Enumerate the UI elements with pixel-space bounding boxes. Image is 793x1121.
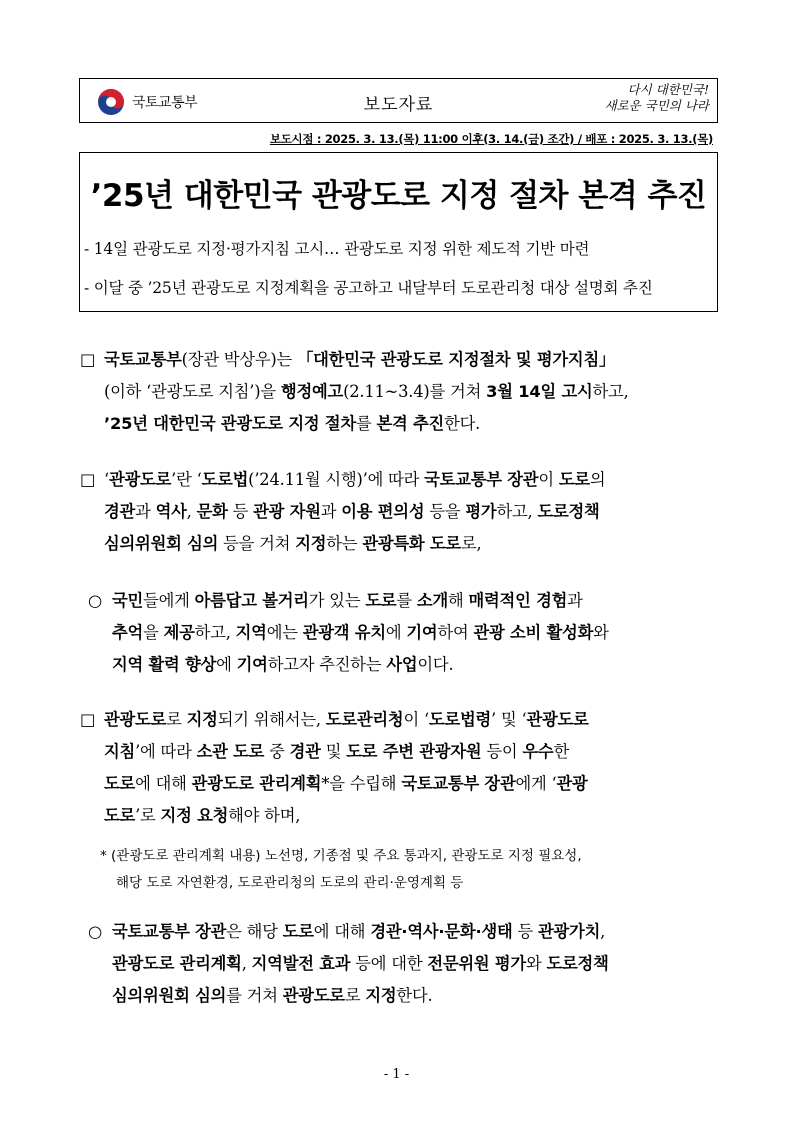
text: 관광도로 xyxy=(282,986,345,1005)
text: 되기 위해서는, xyxy=(217,710,326,729)
text: *을 수립해 xyxy=(321,774,402,793)
text: 하고자 추진하는 xyxy=(267,655,387,674)
paragraph-5 xyxy=(88,916,609,1012)
text: ’25년 대한민국 관광도로 지정 절차 xyxy=(104,414,356,433)
text: 관광특화 도로 xyxy=(362,534,461,553)
text: 에 대해 xyxy=(313,922,371,941)
text: 지역발전 효과 xyxy=(251,954,351,973)
subtitle-2: - 이달 중 ’25년 관광도로 지정계획을 공고하고 내달부터 도로관리청 대상 설명회 추진 xyxy=(84,279,653,297)
text: 행정예고 xyxy=(280,382,344,401)
text: ’란 ‘ xyxy=(171,470,202,489)
text: 본격 추진 xyxy=(376,414,445,433)
text: 지역 xyxy=(235,623,267,642)
footnote-line-1: * (관광도로 관리계획 내용) 노선명, 기종점 및 주요 통과지, 관광도로 지정 필요성, xyxy=(100,848,582,864)
text: 을 xyxy=(143,623,164,642)
text: 국토교통부 장관 xyxy=(424,470,539,489)
text: 경관·역사·문화·생태 xyxy=(370,922,513,941)
text: 이다. xyxy=(417,655,454,674)
text: (이하 ‘관광도로 지침’)을 xyxy=(104,382,281,401)
text: 도로 xyxy=(558,470,590,489)
text: 들에게 xyxy=(143,591,195,610)
bullet-square: □ xyxy=(80,350,96,369)
text: 지정 xyxy=(295,534,327,553)
text: 국민 xyxy=(112,591,144,610)
text: 사업 xyxy=(386,655,418,674)
text: 관광 자원 xyxy=(253,502,321,521)
text: 중 xyxy=(264,742,290,761)
text: 등이 xyxy=(481,742,523,761)
text: 로 xyxy=(344,986,366,1005)
subtitle-1: - 14일 관광도로 지정·평가지침 고시… 관광도로 지정 위한 제도적 기반 마련 xyxy=(84,240,590,258)
text: 관광도로 관리계획 xyxy=(112,954,242,973)
text: 에 대해 xyxy=(135,774,192,793)
text: 이용 편의성 xyxy=(341,502,425,521)
text: 아름답고 볼거리 xyxy=(194,591,309,610)
text: 등 xyxy=(512,922,538,941)
text: 지역 활력 향상 xyxy=(112,655,217,674)
text: 하고, xyxy=(194,623,236,642)
text: 관광도로 xyxy=(104,710,167,729)
text: 평가 xyxy=(465,502,497,521)
text: ’ 및 ‘ xyxy=(491,710,527,729)
text: 국토교통부 xyxy=(104,350,182,369)
text: 한 xyxy=(553,742,569,761)
text: 도로 xyxy=(104,806,136,825)
text: (’24.11월 시행)’에 따라 xyxy=(248,470,425,489)
text: 이 ‘ xyxy=(403,710,429,729)
text: 「대한민국 관광도로 지정절차 및 평가지침」 xyxy=(297,350,616,369)
text: 에 xyxy=(216,655,237,674)
text: 관광도로 xyxy=(108,470,172,489)
text: 도로정책 xyxy=(537,502,600,521)
text: 문화 xyxy=(196,502,228,521)
text: 기여 xyxy=(236,655,268,674)
main-title: ’25년 대한민국 관광도로 지정 절차 본격 추진 xyxy=(90,178,707,214)
text: 에게 ‘ xyxy=(515,774,557,793)
text: 및 xyxy=(320,742,347,761)
text: (2.11~3.4)를 거쳐 xyxy=(343,382,487,401)
text: 하는 xyxy=(326,534,363,553)
text: 를 xyxy=(396,591,417,610)
text: 심의위원회 심의 xyxy=(104,534,219,553)
text: 지정 xyxy=(365,986,397,1005)
text: 경관 xyxy=(289,742,321,761)
text: ’로 xyxy=(135,806,161,825)
text: 지정 요청 xyxy=(160,806,229,825)
text: 에는 xyxy=(266,623,303,642)
paragraph-3 xyxy=(88,585,609,681)
text: 과 xyxy=(567,591,583,610)
text: (장관 박상우)는 xyxy=(181,350,298,369)
text: 지침 xyxy=(104,742,136,761)
slogan-line-1: 다시 대한민국! xyxy=(627,82,709,97)
text: 관광객 유치 xyxy=(302,623,386,642)
text: 이 xyxy=(538,470,559,489)
text: 심의위원회 심의 xyxy=(112,986,227,1005)
text: 로, xyxy=(460,534,482,553)
text: 소관 도로 xyxy=(196,742,265,761)
text: 도로 xyxy=(104,774,136,793)
text: 관광 xyxy=(556,774,588,793)
text: 등 xyxy=(227,502,254,521)
bullet-circle: ○ xyxy=(88,922,103,941)
text: 전문위원 평가 xyxy=(427,954,526,973)
text: 국토교통부 장관 xyxy=(401,774,516,793)
text: 등에 대한 xyxy=(350,954,428,973)
text: 관광 소비 활성화 xyxy=(473,623,594,642)
text: ‘ xyxy=(104,470,109,489)
text: 관광도로 관리계획 xyxy=(191,774,322,793)
ministry-name: 국토교통부 xyxy=(132,95,198,111)
title-box xyxy=(79,152,718,312)
text: 해 xyxy=(447,591,469,610)
text: 에 xyxy=(385,623,407,642)
text: 도로 xyxy=(365,591,397,610)
text: 은 해당 xyxy=(226,922,283,941)
page-number: - 1 - xyxy=(383,1067,410,1082)
text: 경관 xyxy=(104,502,136,521)
text: 와 xyxy=(593,623,609,642)
text: 한다. xyxy=(444,414,481,433)
text: , xyxy=(600,922,606,941)
text: 와 xyxy=(525,954,547,973)
text: , xyxy=(241,954,252,973)
text: 한다. xyxy=(396,986,433,1005)
bullet-circle: ○ xyxy=(88,591,103,610)
text: 도로관리청 xyxy=(325,710,404,729)
text: 해야 하며, xyxy=(228,806,301,825)
bullet-square: □ xyxy=(80,470,96,489)
text: 기여 xyxy=(406,623,438,642)
text: 과 xyxy=(135,502,156,521)
text: 도로 주변 관광자원 xyxy=(346,742,482,761)
press-header xyxy=(79,78,718,123)
footnote xyxy=(100,843,582,897)
text: 역사 xyxy=(155,502,187,521)
text: 하고, xyxy=(496,502,538,521)
footnote-line-2: 해당 도로 자연환경, 도로관리청의 도로의 관리·운영계획 등 xyxy=(116,875,464,891)
text: 로 xyxy=(166,710,187,729)
text: 도로법령 xyxy=(428,710,492,729)
text: 우수 xyxy=(522,742,554,761)
slogan-line-2: 새로운 국민의 나라 xyxy=(604,98,709,113)
text: 소개 xyxy=(416,591,448,610)
text: 과 xyxy=(320,502,342,521)
text: 국토교통부 장관 xyxy=(112,922,227,941)
text: 등을 xyxy=(424,502,466,521)
bullet-square: □ xyxy=(80,710,96,729)
text: 를 거쳐 xyxy=(226,986,283,1005)
text: 관광도로 xyxy=(526,710,589,729)
text: 매력적인 경험 xyxy=(468,591,568,610)
embargo-line: 보도시점 : 2025. 3. 13.(목) 11:00 이후(3. 14.(금) 조간) / 배포 : 2025. 3. 13.(목) xyxy=(269,132,713,146)
text: 의 xyxy=(589,470,606,489)
paragraph-4 xyxy=(80,704,589,832)
text: 를 xyxy=(355,414,377,433)
doc-type: 보도자료 xyxy=(363,95,434,115)
text: 가 있는 xyxy=(308,591,366,610)
text: 도로정책 xyxy=(546,954,609,973)
text: 지정 xyxy=(186,710,218,729)
text: 도로법 xyxy=(201,470,249,489)
text: 관광가치 xyxy=(538,922,601,941)
paragraph-2 xyxy=(80,464,605,560)
text: , xyxy=(186,502,197,521)
text: 하여 xyxy=(437,623,474,642)
slogan xyxy=(604,82,709,114)
text: 제공 xyxy=(163,623,195,642)
text: 등을 거쳐 xyxy=(218,534,296,553)
text: ’에 따라 xyxy=(135,742,197,761)
text: 하고, xyxy=(592,382,629,401)
text: 추억 xyxy=(112,623,144,642)
paragraph-1 xyxy=(80,344,629,440)
text: 3월 14일 고시 xyxy=(486,382,593,401)
text: 도로 xyxy=(282,922,314,941)
